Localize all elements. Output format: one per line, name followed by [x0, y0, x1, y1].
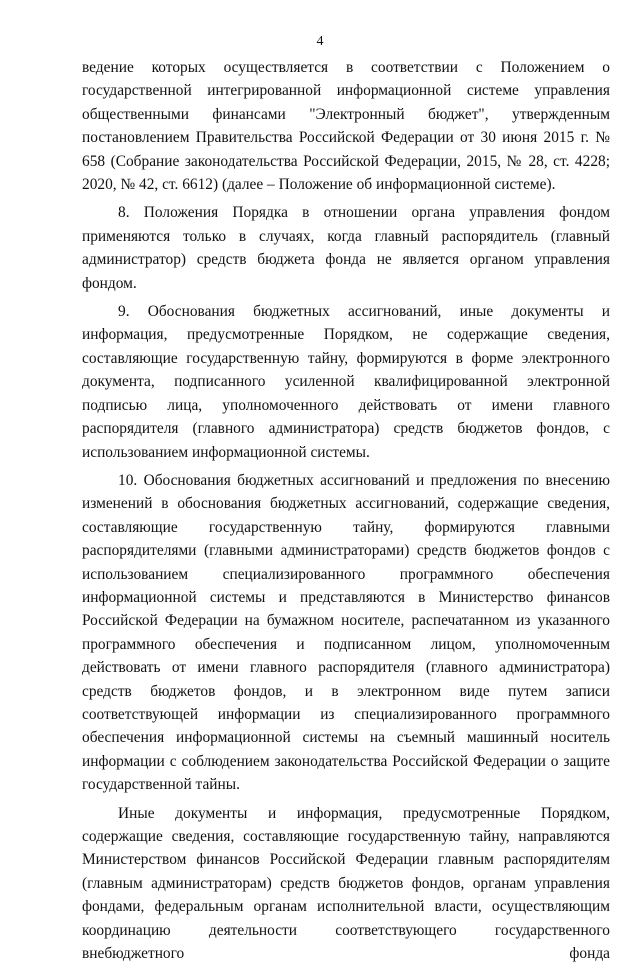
paragraph-continuation: ведение которых осуществляется в соответствии с Положением о государственной интегрированной информационной системе управления общественными финансами "Электронный бюджет", утвержденным постановлением Правительства Российской Федерации от 30 июня 2015 г. № 658 (Собрание законодательства Российской Федерации, 2015, № 28, ст. 4228; 2020, № 42, ст. 6612) (далее – Положение об информационной системе).	[82, 59, 610, 194]
document-body	[82, 56, 610, 965]
paragraph-clause-10: 10. Обоснования бюджетных ассигнований и предложения по внесению изменений в обоснования бюджетных ассигнований, содержащие сведения, составляющие государственную тайну, формируются главными распорядителями (главными администраторами) средств бюджетов фондов с использованием специализированного программного обеспечения информационной системы и представляются в Министерство финансов Российской Федерации на бумажном носителе, распечатанном из указанного программного обеспечения и подписанном лицом, уполномоченным действовать от имени главного распорядителя (главного администратора) средств бюджетов фондов, и в электронном виде путем записи соответствующей информации из специализированного программного обеспечения информационной системы на съемный машинный носитель информации с соблюдением законодательства Российской Федерации о защите государственной тайны.	[82, 471, 610, 794]
paragraph-clause-8: 8. Положения Порядка в отношении органа управления фондом применяются только в случаях, когда главный распорядитель (главный администратор) средств бюджета фонда не является органом управления фондом.	[82, 204, 610, 292]
paragraph-clause-9: 9. Обоснования бюджетных ассигнований, иные документы и информация, предусмотренные Порядком, не содержащие сведения, составляющие государственную тайну, формируются в форме электронного документа, подписанного усиленной квалифицированной электронной подписью лица, уполномоченного действовать от имени главного распорядителя (главного администратора) средств бюджетов фондов, с использованием информационной системы.	[82, 303, 610, 461]
page-number: 4	[316, 34, 324, 49]
paragraph-other-documents: Иные документы и информация, предусмотренные Порядком, содержащие сведения, составляющие государственную тайну, направляются Министерством финансов Российской Федерации главным распорядителям (главным администраторам) средств бюджетов фондов, органам управления фондами, федеральным органам исполнительной власти, осуществляющим координацию деятельности соответствующего государственного внебюджетного фонда	[82, 804, 610, 963]
